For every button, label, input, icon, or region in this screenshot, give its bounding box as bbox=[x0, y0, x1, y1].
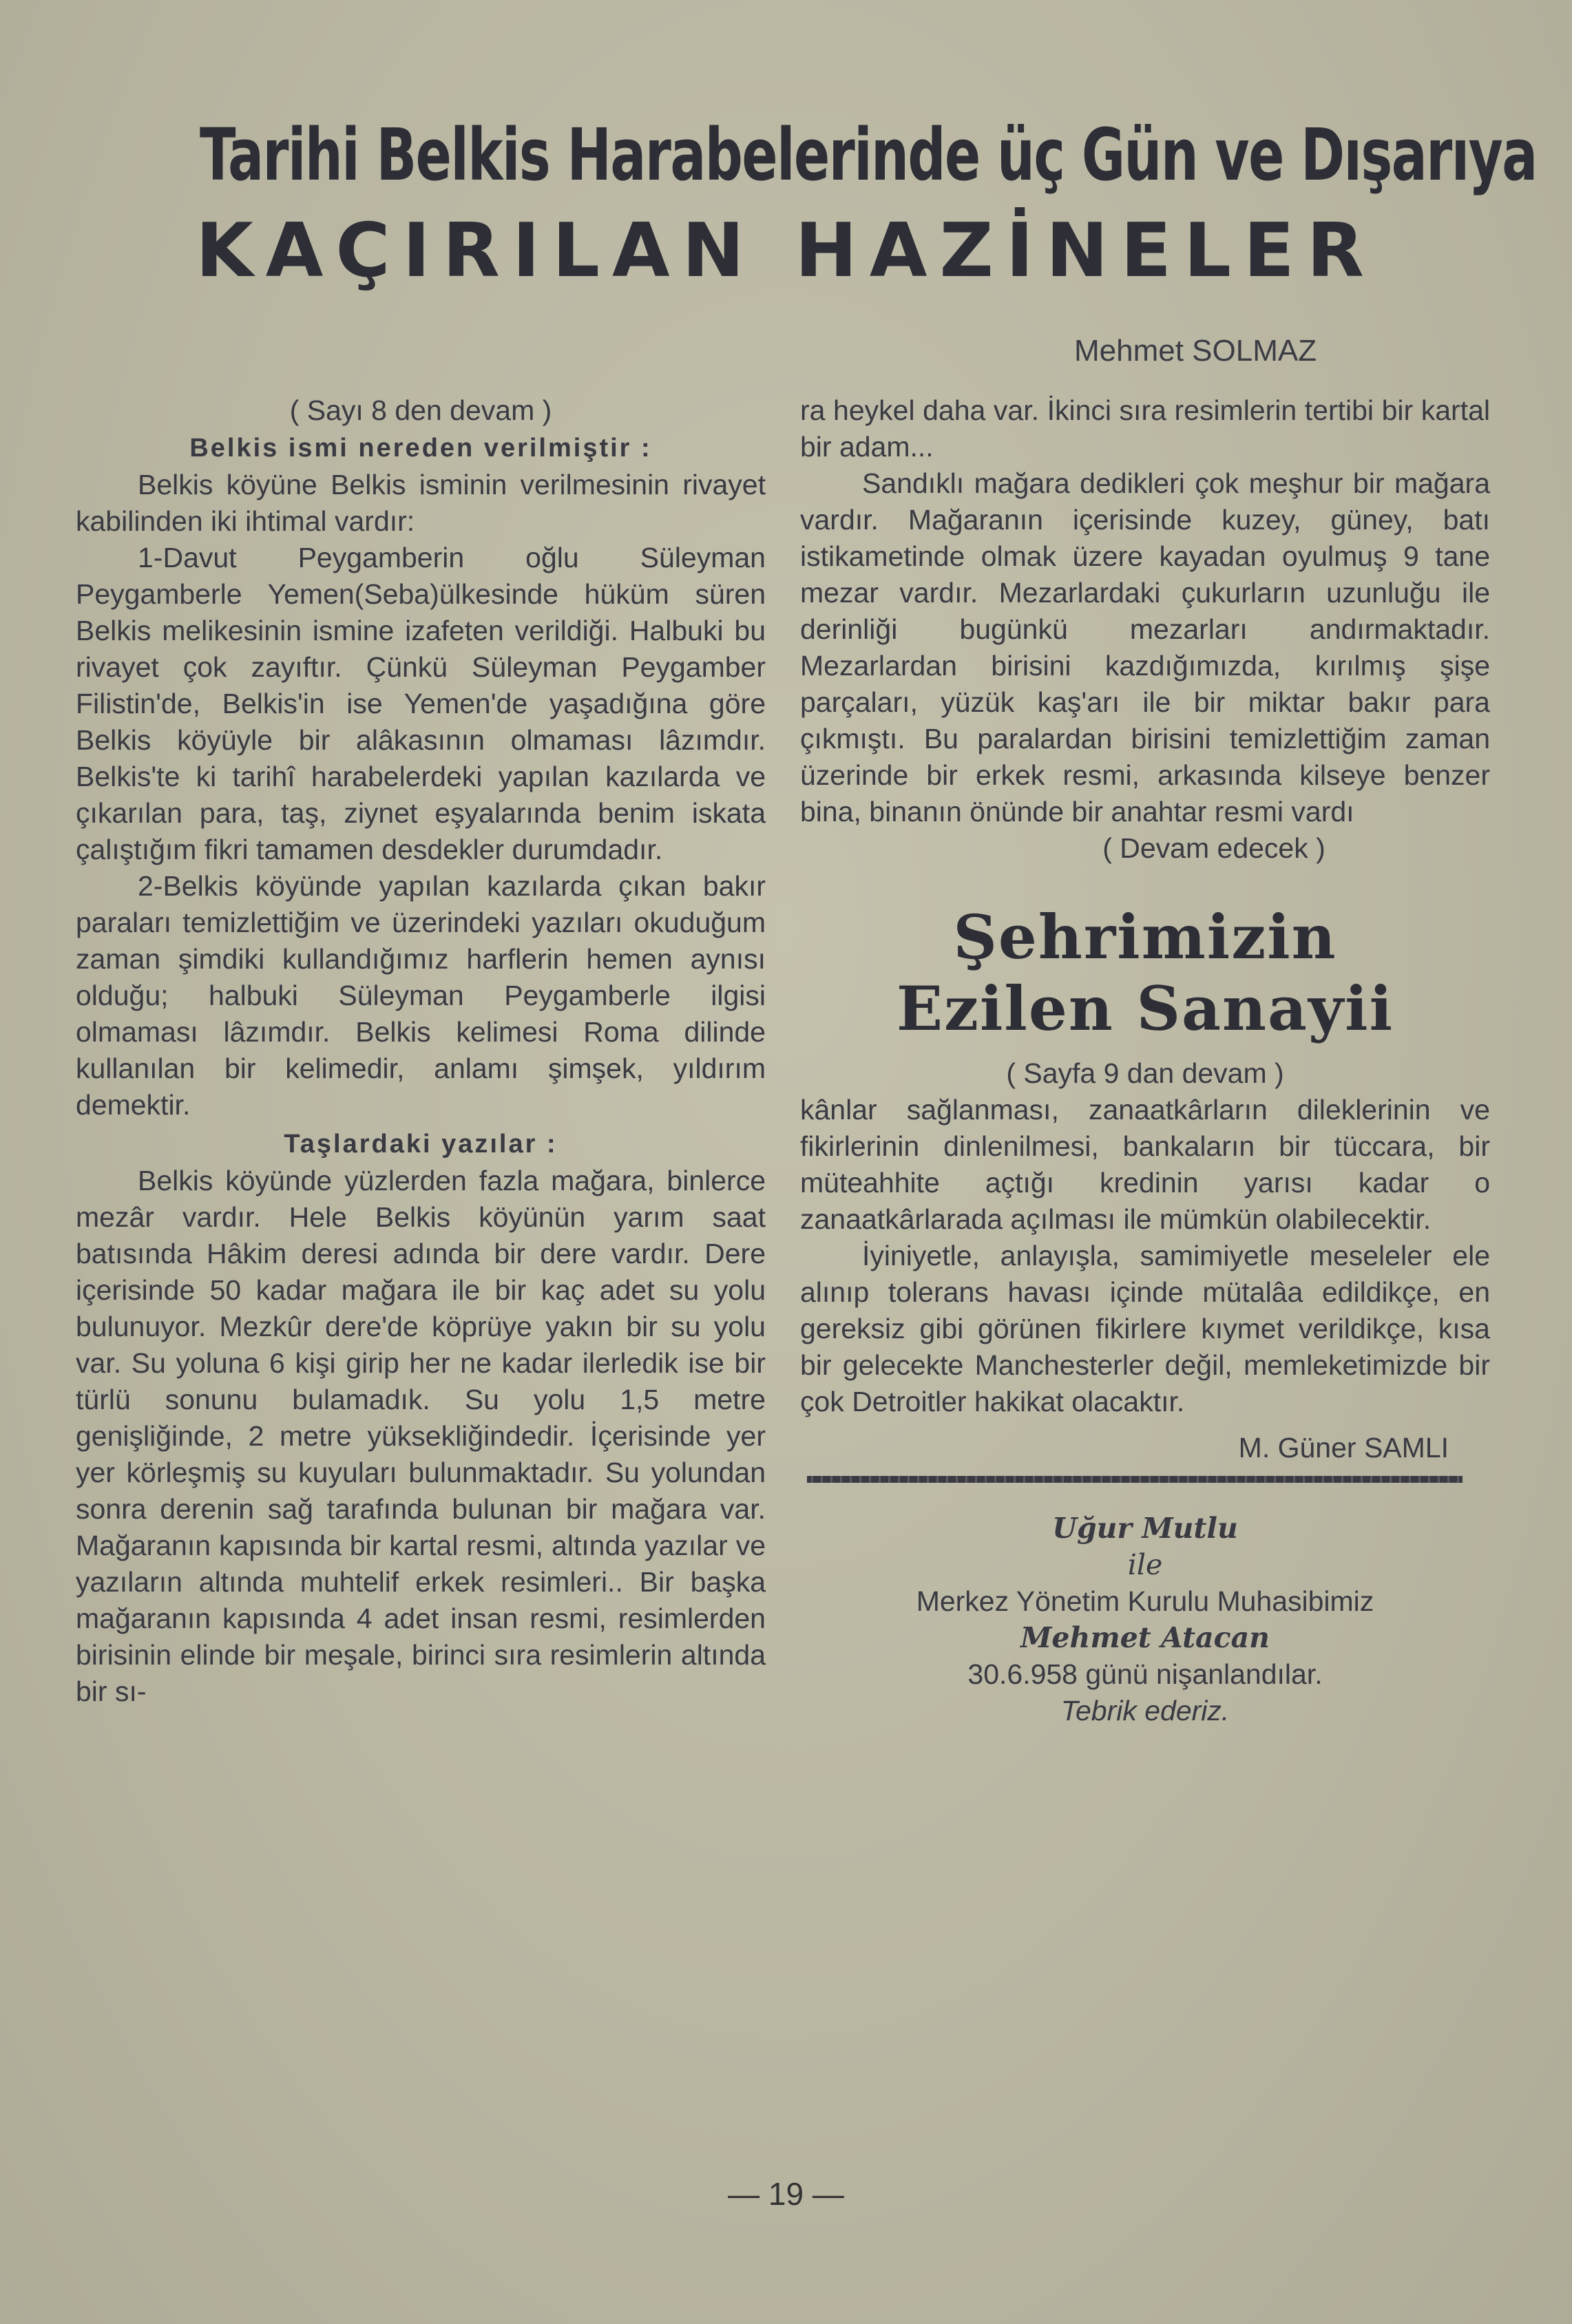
article2-heading bbox=[800, 901, 1490, 1044]
paragraph: İyiniyetle, anlayışla, samimiyetle meseleler ele alınıp tolerans havası içinde mütalâa edildikçe, en gereksiz gibi görünen fikirlere kıymet verildikçe, kısa bir gelecekte Manchesterler değil, memleketimizde bir çok Detroitler hakikat olacaktır. bbox=[800, 1240, 1490, 1417]
notice-congrats: Tebrik ederiz. bbox=[1060, 1695, 1230, 1726]
notice-role: Merkez Yönetim Kurulu Muhasibimiz bbox=[916, 1585, 1374, 1617]
continued-note: ( Devam edecek ) bbox=[1102, 832, 1325, 864]
paragraph: 2-Belkis köyünde yapılan kazılarda çıkan bakır paraları temizlettiğim ve üzerindeki yazıları okuduğum zaman şimdiki kullandığımız harflerin hemen aynısı olduğu; halbuki Süleyman Peygamberle ilgisi olmaması lâzımdır. Belkis kelimesi Roma dilinde kullanılan bir kelimedir, anlamı şimşek, yıldırım demektir. bbox=[76, 870, 766, 1121]
headline-line2: KAÇIRILAN HAZİNELER bbox=[196, 208, 1376, 294]
divider bbox=[807, 1476, 1463, 1483]
subheading-name-origin: Belkis ismi nereden verilmiştir : bbox=[189, 434, 652, 463]
continued-note: ( Sayfa 9 dan devam ) bbox=[1006, 1057, 1284, 1089]
notice-name1: Uğur Mutlu bbox=[1052, 1512, 1238, 1545]
article2-title-line1: Şehrimizin bbox=[953, 901, 1337, 973]
notice-name2: Mehmet Atacan bbox=[1020, 1621, 1270, 1654]
page-number: — 19 — bbox=[728, 2176, 844, 2212]
paragraph: kânlar sağlanması, zanaatkârların dileklerinin ve fikirlerinin dinlenilmesi, bankaların bir tüccara, bir müteahhite açtığı kredinin yarısı kadar o zanaatkârlarada açılması ile mümkün olabilecektir. bbox=[800, 1094, 1490, 1235]
engagement-notice bbox=[800, 1510, 1490, 1729]
subheading-inscriptions: Taşlardaki yazılar : bbox=[284, 1130, 558, 1159]
right-column bbox=[800, 392, 1490, 1729]
paragraph: 1-Davut Peygamberin oğlu Süleyman Peygamberle Yemen(Seba)ülkesinde hüküm süren Belkis melikesinin ismine izafeten verildiği. Halbuki bu rivayet çok zayıftır. Çünkü Süleyman Peygamber Filistin'de, Belkis'in ise Yemen'de yaşadığına göre Belkis köyüyle bir alâkasının olmaması lâzımdır. Belkis'te ki tarihî harabelerdeki yapılan kazılarda ve çıkarılan para, taş, ziynet eşyalarında benim iskata çalıştığım fikri tamamen desdekler durumdadır. bbox=[76, 542, 766, 865]
paragraph: ra heykel daha var. İkinci sıra resimlerin tertibi bir kartal bir adam... bbox=[800, 394, 1490, 463]
article2-title-line2: Ezilen Sanayii bbox=[896, 973, 1394, 1044]
notice-date: 30.6.958 günü nişanlandılar. bbox=[967, 1658, 1323, 1690]
article2-author: M. Güner SAMLI bbox=[1238, 1432, 1449, 1464]
continued-note: ( Sayı 8 den devam ) bbox=[289, 394, 552, 426]
headline-line1: Tarihi Belkis Harabelerinde üç Gün ve Dışarıya bbox=[200, 113, 1537, 197]
notice-ile: ile bbox=[1127, 1548, 1163, 1581]
paragraph: Belkis köyünde yüzlerden fazla mağara, binlerce mezâr vardır. Hele Belkis köyünün yarım saat batısında Hâkim deresi adında bir dere vardır. Dere içerisinde 50 kadar mağara ile bir kaç adet su yolu bulunuyor. Mezkûr dere'de köprüye yakın bir su yolu var. Su yoluna 6 kişi girip her ne kadar ilerledik ise bir türlü sonunu bulamadık. Su yolu 1,5 metre genişliğinde, 2 metre yüksekliğindedir. İçerisinde yer yer körleşmiş su kuyuları bulunmaktadır. Su yolundan sonra derenin sağ tarafında bulunan bir mağara var. Mağaranın kapısında bir kartal resmi, altında yazılar ve yazıların altında muhtelif erkek resimleri.. Bir başka mağaranın kapısında 4 adet insan resmi, resimlerden birisinin elinde bir meşale, birinci sıra resimlerin altında bir sı- bbox=[76, 1165, 766, 1707]
left-column bbox=[76, 392, 766, 1710]
paragraph: Sandıklı mağara dedikleri çok meşhur bir mağara vardır. Mağaranın içerisinde kuzey, güney, batı istikametinde olmak üzere kayadan oyulmuş 9 tane mezar vardır. Mezarlardaki çukurların uzunluğu ile derinliği bugünkü mezarları andırmaktadır. Mezarlardan birisini kazdığımızda, kırılmış şişe parçaları, yüzük kaş'arı ile bir miktar bakır para çıkmıştı. Bu paralardan birisini temizlettiğim zaman üzerinde bir erkek resmi, arkasında kilseye benzer bina, binanın önünde bir anahtar resmi vardı bbox=[800, 467, 1490, 827]
paragraph: Belkis köyüne Belkis isminin verilmesinin rivayet kabilinden iki ihtimal vardır: bbox=[76, 469, 766, 537]
author-byline: Mehmet SOLMAZ bbox=[1074, 334, 1317, 368]
